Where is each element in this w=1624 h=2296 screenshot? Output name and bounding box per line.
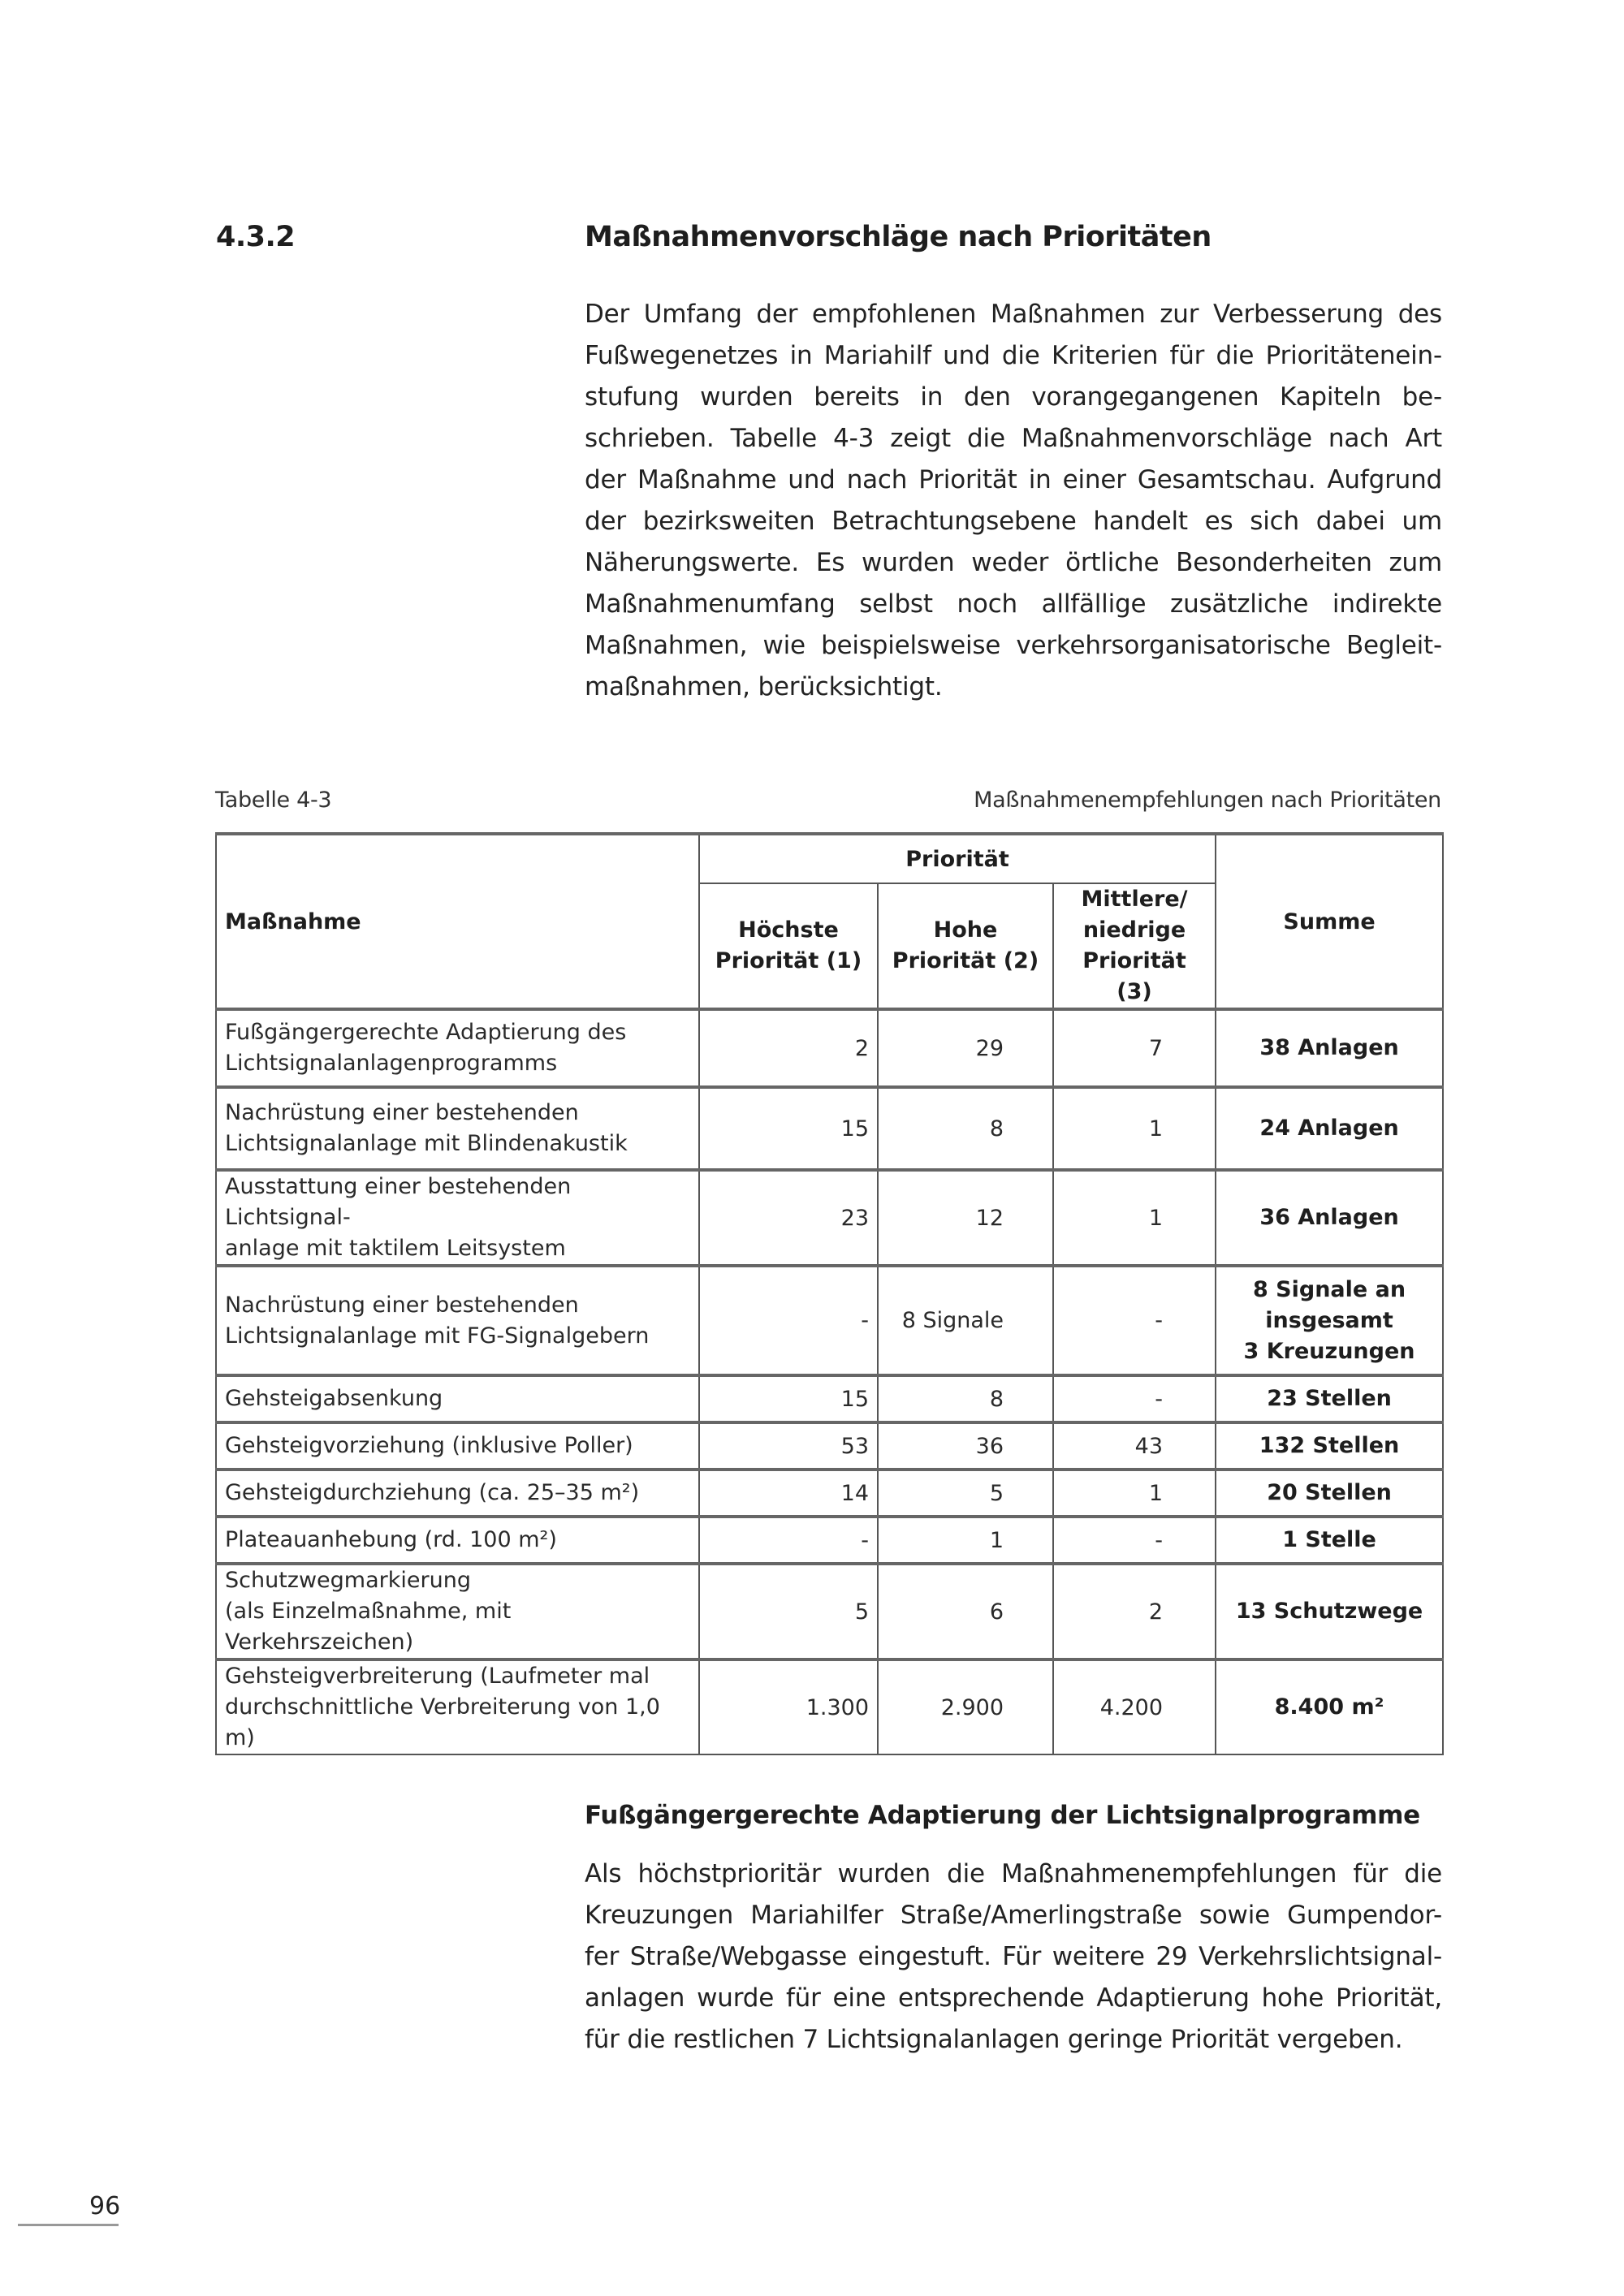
header-priority-group: Priorität <box>699 834 1216 883</box>
cell-highest-priority: 15 <box>699 1375 878 1422</box>
header-highest-priority: Höchste Priorität (1) <box>699 883 878 1009</box>
cell-measure: Nachrüstung einer bestehenden Lichtsignalanlage mit Blindenakustik <box>216 1087 699 1170</box>
table-row <box>216 1470 1443 1517</box>
intro-paragraph <box>585 294 1442 708</box>
cell-measure: Fußgängergerechte Adaptierung des Lichtsignalanlagenprogramms <box>216 1009 699 1087</box>
table-row <box>216 1659 1443 1754</box>
cell-measure: Ausstattung einer bestehenden Lichtsignal- anlage mit taktilem Leitsystem <box>216 1170 699 1266</box>
cell-sum: 8 Signale an insgesamt 3 Kreuzungen <box>1216 1266 1443 1375</box>
cell-sum: 24 Anlagen <box>1216 1087 1443 1170</box>
table-row <box>216 1009 1443 1087</box>
cell-measure: Nachrüstung einer bestehenden Lichtsignalanlage mit FG-Signalgebern <box>216 1266 699 1375</box>
cell-measure: Gehsteigvorziehung (inklusive Poller) <box>216 1422 699 1470</box>
cell-sum: 8.400 m² <box>1216 1659 1443 1754</box>
header-sum: Summe <box>1216 834 1443 1009</box>
paragraph-line: der Maßnahme und nach Priorität in einer Gesamtschau. Aufgrund <box>585 465 1442 494</box>
cell-medium-low-priority: 1 <box>1053 1087 1216 1170</box>
cell-medium-low-priority: 7 <box>1053 1009 1216 1087</box>
paragraph-line: Maßnahmenumfang selbst noch allfällige zusätzliche indirekte <box>585 589 1442 619</box>
cell-sum: 1 Stelle <box>1216 1517 1443 1564</box>
cell-medium-low-priority: - <box>1053 1517 1216 1564</box>
cell-sum: 13 Schutzwege <box>1216 1564 1443 1659</box>
cell-highest-priority: - <box>699 1266 878 1375</box>
cell-sum: 132 Stellen <box>1216 1422 1443 1470</box>
cell-measure: Gehsteigverbreiterung (Laufmeter mal durchschnittliche Verbreiterung von 1,0 m) <box>216 1659 699 1754</box>
cell-medium-low-priority: 1 <box>1053 1170 1216 1266</box>
cell-measure: Gehsteigabsenkung <box>216 1375 699 1422</box>
cell-measure: Schutzwegmarkierung (als Einzelmaßnahme, mit Verkehrszeichen) <box>216 1564 699 1659</box>
table-caption-number: Tabelle 4-3 <box>215 788 332 813</box>
paragraph-line: fer Straße/Webgasse eingestuft. Für weitere 29 Verkehrslichtsignal- <box>585 1942 1442 1971</box>
section-number: 4.3.2 <box>216 221 296 253</box>
cell-high-priority: 36 <box>878 1422 1053 1470</box>
table-row <box>216 1422 1443 1470</box>
cell-medium-low-priority: 43 <box>1053 1422 1216 1470</box>
table-row <box>216 1375 1443 1422</box>
cell-highest-priority: 1.300 <box>699 1659 878 1754</box>
subsection-title: Fußgängergerechte Adaptierung der Lichtsignalprogramme <box>585 1801 1420 1830</box>
header-measure: Maßnahme <box>216 834 699 1009</box>
cell-high-priority: 6 <box>878 1564 1053 1659</box>
cell-highest-priority: - <box>699 1517 878 1564</box>
cell-high-priority: 29 <box>878 1009 1053 1087</box>
cell-high-priority: 5 <box>878 1470 1053 1517</box>
cell-medium-low-priority: - <box>1053 1266 1216 1375</box>
cell-high-priority: 1 <box>878 1517 1053 1564</box>
section-title: Maßnahmenvorschläge nach Prioritäten <box>585 221 1212 253</box>
paragraph-line: Als höchstprioritär wurden die Maßnahmenempfehlungen für die <box>585 1859 1442 1888</box>
cell-high-priority: 8 Signale <box>878 1266 1053 1375</box>
paragraph-line: maßnahmen, berücksichtigt. <box>585 672 943 701</box>
paragraph-line: Der Umfang der empfohlenen Maßnahmen zur Verbesserung des <box>585 300 1442 329</box>
page-number-rule <box>18 2224 119 2226</box>
cell-highest-priority: 23 <box>699 1170 878 1266</box>
paragraph-line: Maßnahmen, wie beispielsweise verkehrsorganisatorische Begleit- <box>585 631 1442 660</box>
header-medium-low-priority: Mittlere/ niedrige Priorität (3) <box>1053 883 1216 1009</box>
paragraph-line: stufung wurden bereits in den vorangegangenen Kapiteln be- <box>585 382 1442 412</box>
cell-high-priority: 8 <box>878 1087 1053 1170</box>
subsection-paragraph <box>585 1854 1442 2061</box>
paragraph-line: Näherungswerte. Es wurden weder örtliche Besonderheiten zum <box>585 548 1442 577</box>
paragraph-line: für die restlichen 7 Lichtsignalanlagen geringe Priorität vergeben. <box>585 2025 1403 2054</box>
cell-sum: 36 Anlagen <box>1216 1170 1443 1266</box>
cell-medium-low-priority: 2 <box>1053 1564 1216 1659</box>
paragraph-line: Fußwegenetzes in Mariahilf und die Kriterien für die Prioritätenein- <box>585 341 1442 370</box>
table-row <box>216 1517 1443 1564</box>
table-row <box>216 1266 1443 1375</box>
cell-highest-priority: 2 <box>699 1009 878 1087</box>
cell-medium-low-priority: 1 <box>1053 1470 1216 1517</box>
measures-table <box>215 832 1444 1755</box>
cell-measure: Plateauanhebung (rd. 100 m²) <box>216 1517 699 1564</box>
table-row <box>216 1170 1443 1266</box>
cell-sum: 38 Anlagen <box>1216 1009 1443 1087</box>
header-high-priority: Hohe Priorität (2) <box>878 883 1053 1009</box>
paragraph-line: Kreuzungen Mariahilfer Straße/Amerlingstraße sowie Gumpendor- <box>585 1901 1442 1930</box>
cell-high-priority: 2.900 <box>878 1659 1053 1754</box>
cell-highest-priority: 5 <box>699 1564 878 1659</box>
page-number: 96 <box>89 2192 121 2220</box>
cell-highest-priority: 53 <box>699 1422 878 1470</box>
table-caption-title: Maßnahmenempfehlungen nach Prioritäten <box>974 788 1441 813</box>
cell-medium-low-priority: 4.200 <box>1053 1659 1216 1754</box>
cell-measure: Gehsteigdurchziehung (ca. 25–35 m²) <box>216 1470 699 1517</box>
cell-sum: 20 Stellen <box>1216 1470 1443 1517</box>
cell-sum: 23 Stellen <box>1216 1375 1443 1422</box>
cell-high-priority: 8 <box>878 1375 1053 1422</box>
paragraph-line: der bezirksweiten Betrachtungsebene handelt es sich dabei um <box>585 507 1442 536</box>
table-row <box>216 1564 1443 1659</box>
paragraph-line: schrieben. Tabelle 4-3 zeigt die Maßnahmenvorschläge nach Art <box>585 424 1442 453</box>
cell-medium-low-priority: - <box>1053 1375 1216 1422</box>
table-row <box>216 1087 1443 1170</box>
cell-highest-priority: 14 <box>699 1470 878 1517</box>
cell-high-priority: 12 <box>878 1170 1053 1266</box>
cell-highest-priority: 15 <box>699 1087 878 1170</box>
paragraph-line: anlagen wurde für eine entsprechende Adaptierung hohe Priorität, <box>585 1983 1442 2013</box>
